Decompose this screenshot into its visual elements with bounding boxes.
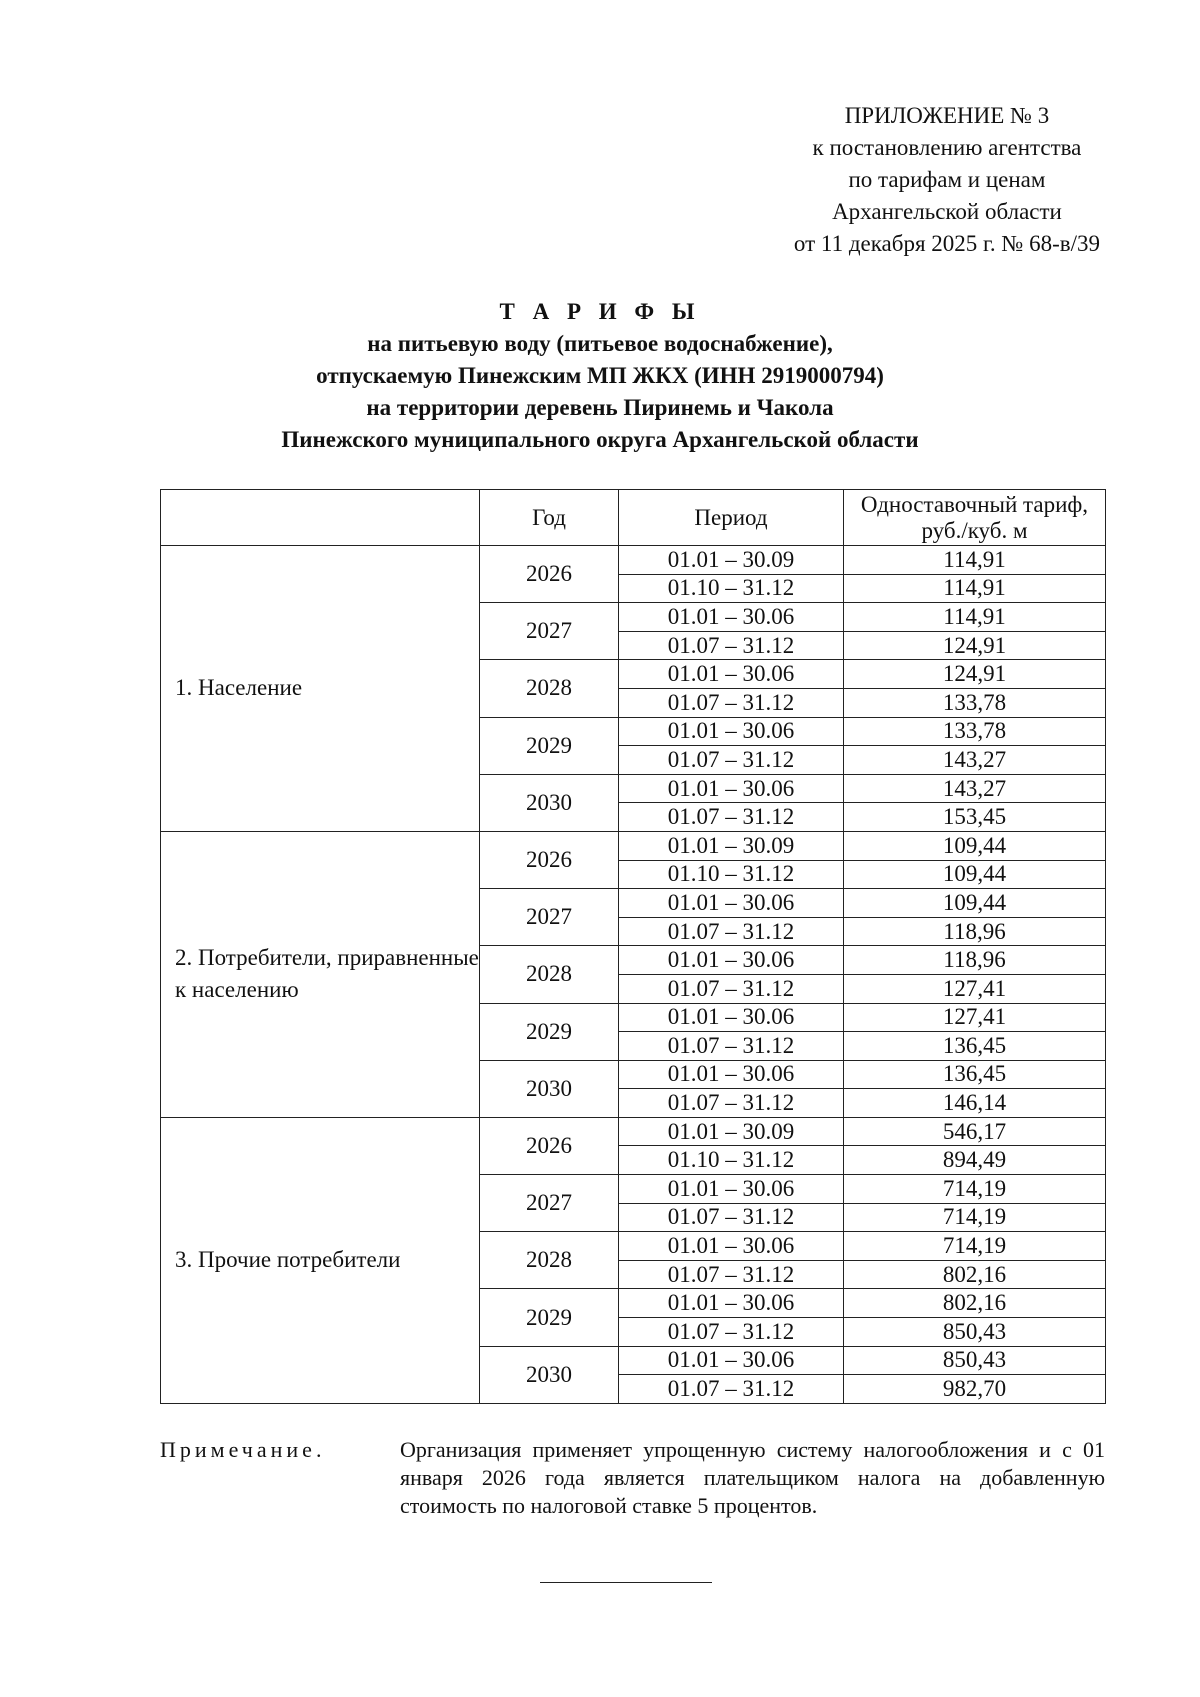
period-cell: 01.01 – 30.06 bbox=[619, 1175, 844, 1204]
table-row bbox=[161, 546, 1106, 575]
year-cell: 2028 bbox=[480, 1232, 619, 1289]
period-cell: 01.07 – 31.12 bbox=[619, 1203, 844, 1232]
tariff-cell: 546,17 bbox=[844, 1117, 1106, 1146]
year-cell: 2027 bbox=[480, 1175, 619, 1232]
tariff-cell: 146,14 bbox=[844, 1089, 1106, 1118]
period-cell: 01.07 – 31.12 bbox=[619, 1089, 844, 1118]
tariff-cell: 118,96 bbox=[844, 917, 1106, 946]
tariff-cell: 127,41 bbox=[844, 974, 1106, 1003]
tariff-cell: 153,45 bbox=[844, 803, 1106, 832]
period-cell: 01.01 – 30.06 bbox=[619, 603, 844, 632]
appendix-number: ПРИЛОЖЕНИЕ № 3 bbox=[844, 103, 1050, 128]
tariff-cell: 109,44 bbox=[844, 889, 1106, 918]
tariff-cell: 133,78 bbox=[844, 717, 1106, 746]
tariff-cell: 136,45 bbox=[844, 1032, 1106, 1061]
year-cell: 2027 bbox=[480, 603, 619, 660]
year-cell: 2026 bbox=[480, 546, 619, 603]
period-cell: 01.07 – 31.12 bbox=[619, 1318, 844, 1347]
note-text: Организация применяет упрощенную систему налогообложения и с 01 января 2026 года является плательщиком налога на добавленную стоимость по налоговой ставке 5 процентов. bbox=[400, 1437, 1105, 1518]
table-row bbox=[161, 831, 1106, 860]
period-cell: 01.10 – 31.12 bbox=[619, 1146, 844, 1175]
tariff-cell: 143,27 bbox=[844, 746, 1106, 775]
tariff-cell: 133,78 bbox=[844, 688, 1106, 717]
appendix-date-number: от 11 декабря 2025 г. № 68-в/39 bbox=[793, 231, 1100, 256]
table-row bbox=[161, 1117, 1106, 1146]
period-cell: 01.07 – 31.12 bbox=[619, 803, 844, 832]
period-cell: 01.07 – 31.12 bbox=[619, 688, 844, 717]
tariff-cell: 124,91 bbox=[844, 660, 1106, 689]
tariff-cell: 114,91 bbox=[844, 546, 1106, 575]
note-label: Примечание. bbox=[160, 1437, 326, 1462]
tariff-table bbox=[160, 489, 1106, 1404]
period-cell: 01.07 – 31.12 bbox=[619, 1260, 844, 1289]
period-cell: 01.01 – 30.06 bbox=[619, 717, 844, 746]
tariff-cell: 714,19 bbox=[844, 1203, 1106, 1232]
tariff-cell: 118,96 bbox=[844, 946, 1106, 975]
year-cell: 2026 bbox=[480, 1117, 619, 1174]
period-cell: 01.07 – 31.12 bbox=[619, 746, 844, 775]
title-heading: Т А Р И Ф Ы bbox=[499, 299, 701, 324]
year-cell: 2030 bbox=[480, 1060, 619, 1117]
tariff-table-body bbox=[161, 546, 1106, 1404]
period-cell: 01.07 – 31.12 bbox=[619, 631, 844, 660]
period-cell: 01.01 – 30.06 bbox=[619, 889, 844, 918]
year-cell: 2026 bbox=[480, 831, 619, 888]
period-cell: 01.01 – 30.06 bbox=[619, 1232, 844, 1261]
column-header-period: Период bbox=[619, 490, 844, 546]
period-cell: 01.01 – 30.06 bbox=[619, 1346, 844, 1375]
period-cell: 01.01 – 30.06 bbox=[619, 1289, 844, 1318]
period-cell: 01.10 – 31.12 bbox=[619, 860, 844, 889]
closing-rule bbox=[540, 1582, 712, 1583]
tariff-cell: 109,44 bbox=[844, 831, 1106, 860]
column-header-year: Год bbox=[480, 490, 619, 546]
period-cell: 01.10 – 31.12 bbox=[619, 574, 844, 603]
year-cell: 2028 bbox=[480, 660, 619, 717]
table-header-row bbox=[161, 490, 1106, 546]
tariff-cell: 850,43 bbox=[844, 1346, 1106, 1375]
category-cell: 3. Прочие потребители bbox=[161, 1117, 480, 1403]
year-cell: 2028 bbox=[480, 946, 619, 1003]
period-cell: 01.07 – 31.12 bbox=[619, 1375, 844, 1404]
tariff-cell: 143,27 bbox=[844, 774, 1106, 803]
period-cell: 01.01 – 30.09 bbox=[619, 831, 844, 860]
period-cell: 01.07 – 31.12 bbox=[619, 917, 844, 946]
tariff-cell: 850,43 bbox=[844, 1318, 1106, 1347]
period-cell: 01.01 – 30.09 bbox=[619, 546, 844, 575]
appendix-header bbox=[794, 100, 1100, 260]
tariff-cell: 714,19 bbox=[844, 1232, 1106, 1261]
tariff-cell: 894,49 bbox=[844, 1146, 1106, 1175]
title-line: на питьевую воду (питьевое водоснабжение), bbox=[367, 331, 833, 356]
tariff-cell: 114,91 bbox=[844, 574, 1106, 603]
appendix-line: к постановлению агентства bbox=[812, 135, 1082, 160]
appendix-line: по тарифам и ценам bbox=[848, 167, 1046, 192]
tariff-cell: 114,91 bbox=[844, 603, 1106, 632]
period-cell: 01.07 – 31.12 bbox=[619, 974, 844, 1003]
tariff-cell: 802,16 bbox=[844, 1260, 1106, 1289]
document-title bbox=[0, 296, 1200, 456]
year-cell: 2029 bbox=[480, 1003, 619, 1060]
title-line: отпускаемую Пинежским МП ЖКХ (ИНН 2919000794) bbox=[316, 363, 884, 388]
title-line: на территории деревень Пиринемь и Чакола bbox=[366, 395, 834, 420]
year-cell: 2029 bbox=[480, 1289, 619, 1346]
tariff-cell: 802,16 bbox=[844, 1289, 1106, 1318]
period-cell: 01.01 – 30.06 bbox=[619, 774, 844, 803]
period-cell: 01.01 – 30.06 bbox=[619, 1003, 844, 1032]
period-cell: 01.01 – 30.09 bbox=[619, 1117, 844, 1146]
column-header-tariff: Одноставочный тариф, руб./куб. м bbox=[844, 490, 1106, 546]
column-header-category bbox=[161, 490, 480, 546]
title-line: Пинежского муниципального округа Архангельской области bbox=[281, 427, 919, 452]
tariff-cell: 109,44 bbox=[844, 860, 1106, 889]
tariff-cell: 714,19 bbox=[844, 1175, 1106, 1204]
period-cell: 01.01 – 30.06 bbox=[619, 946, 844, 975]
year-cell: 2030 bbox=[480, 1346, 619, 1403]
year-cell: 2027 bbox=[480, 889, 619, 946]
period-cell: 01.01 – 30.06 bbox=[619, 1060, 844, 1089]
year-cell: 2030 bbox=[480, 774, 619, 831]
tariff-cell: 982,70 bbox=[844, 1375, 1106, 1404]
period-cell: 01.01 – 30.06 bbox=[619, 660, 844, 689]
year-cell: 2029 bbox=[480, 717, 619, 774]
tariff-cell: 127,41 bbox=[844, 1003, 1106, 1032]
appendix-line: Архангельской области bbox=[832, 199, 1062, 224]
tariff-cell: 136,45 bbox=[844, 1060, 1106, 1089]
tariff-cell: 124,91 bbox=[844, 631, 1106, 660]
period-cell: 01.07 – 31.12 bbox=[619, 1032, 844, 1061]
category-cell: 1. Население bbox=[161, 546, 480, 832]
category-cell: 2. Потребители, приравненные к населению bbox=[161, 831, 480, 1117]
